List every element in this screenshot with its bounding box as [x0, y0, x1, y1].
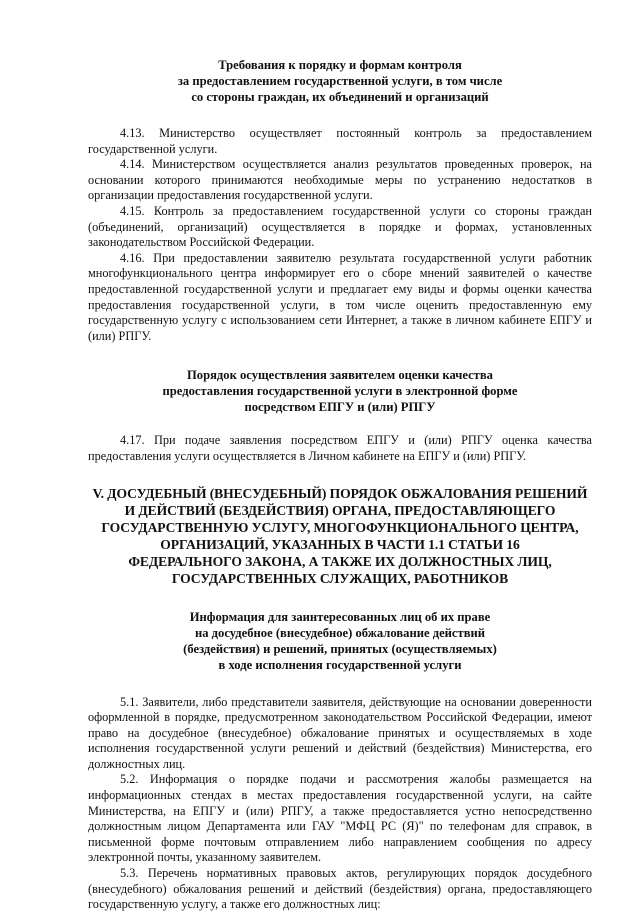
quality-assessment-heading [88, 367, 592, 415]
heading-line: на досудебное (внесудебное) обжалование действий [194, 625, 486, 640]
heading-line: (бездействия) и решений, принятых (осуществляемых) [183, 641, 497, 656]
paragraph-5-2: 5.2. Информация о порядке подачи и рассмотрения жалобы размещается на информационных стендах в местах предоставления государственной услуги, на сайте Министерства, на ЕПГУ и (или) РПГУ, а также предоставляется устно непосредственно должностным лицом Департамента или ГАУ "МФЦ РС (Я)" по телефонам для справок, в письменной форме почтовым отправлением либо направлением сообщения по адресу электронной почты, указанному заявителем. [88, 772, 592, 865]
chapter-heading-line: V. ДОСУДЕБНЫЙ (ВНЕСУДЕБНЫЙ) ПОРЯДОК ОБЖАЛОВАНИЯ РЕШЕНИЙ [92, 485, 588, 501]
chapter-heading-line: И ДЕЙСТВИЙ (БЕЗДЕЙСТВИЯ) ОРГАНА, ПРЕДОСТАВЛЯЮЩЕГО [124, 502, 556, 518]
chapter-v-heading [88, 485, 592, 587]
control-requirements-heading [88, 57, 592, 105]
chapter-heading-line: ОРГАНИЗАЦИЙ, УКАЗАННЫХ В ЧАСТИ 1.1 СТАТЬИ 16 [160, 536, 520, 552]
heading-line: за предоставлением государственной услуги, в том числе [177, 74, 503, 88]
chapter-heading-line: ФЕДЕРАЛЬНОГО ЗАКОНА, А ТАКЖЕ ИХ ДОЛЖНОСТНЫХ ЛИЦ, [128, 553, 552, 569]
chapter-heading-line: ГОСУДАРСТВЕННУЮ УСЛУГУ, МНОГОФУНКЦИОНАЛЬНОГО ЦЕНТРА, [101, 519, 579, 535]
paragraph-4-15: 4.15. Контроль за предоставлением государственной услуги со стороны граждан (объединений, организаций) осуществляется в порядке и формах, установленных законодательством Российской Федерации. [88, 203, 592, 250]
paragraph-5-1: 5.1. Заявители, либо представители заявителя, действующие на основании доверенности оформленной в порядке, предусмотренном законодательством Российской Федерации, имеют право на досудебное (внесудебное) обжалование принятых и осуществляемых в ходе исполнения государственной услуги решений и действий (бездействия) Министерства, его должностных лиц. [88, 694, 592, 771]
heading-line: посредством ЕПГУ и (или) РПГУ [244, 400, 436, 415]
paragraph-5-3: 5.3. Перечень нормативных правовых актов, регулирующих порядок досудебного (внесудебного) обжалования решений и действий (бездействия) органа, предоставляющего государственную услугу, а также его должностных лиц: [88, 866, 592, 912]
chapter-heading-line: ГОСУДАРСТВЕННЫХ СЛУЖАЩИХ, РАБОТНИКОВ [171, 570, 509, 586]
heading-line: Информация для заинтересованных лиц об их праве [189, 609, 491, 624]
assessment-paragraphs [88, 433, 592, 464]
paragraph-4-14: 4.14. Министерством осуществляется анализ результатов проведенных проверок, на основании которого принимаются необходимые меры по устранению недостатков в организации предоставления государственной услуги. [88, 157, 592, 203]
appeal-paragraphs [88, 695, 592, 913]
heading-line: Порядок осуществления заявителем оценки качества [187, 368, 493, 383]
paragraph-4-13: 4.13. Министерство осуществляет постоянный контроль за предоставлением государственной услуги. [88, 126, 592, 156]
heading-line: в ходе исполнения государственной услуги [218, 657, 462, 672]
heading-line: предоставления государственной услуги в электронной форме [162, 384, 518, 399]
heading-line: со стороны граждан, их объединений и организаций [191, 90, 489, 104]
paragraph-4-16: 4.16. При предоставлении заявителю результата государственной услуги работник многофункционального центра информирует его о сборе мнений заявителей о качестве предоставленной государственной услуги и предлагает ему виды и формы оценки качества предоставления государственной услуги, в том числе оценить предоставленную ему государственную услугу с использованием сети Интернет, а также в личном кабинете ЕПГУ и (или) РПГУ. [88, 250, 592, 343]
heading-line: Требования к порядку и формам контроля [218, 58, 462, 72]
control-paragraphs [88, 126, 592, 344]
appeal-information-heading [88, 609, 592, 673]
paragraph-4-17: 4.17. При подаче заявления посредством ЕПГУ и (или) РПГУ оценка качества предоставления услуги осуществляется в Личном кабинете на ЕПГУ и (или) РПГУ. [88, 433, 592, 463]
